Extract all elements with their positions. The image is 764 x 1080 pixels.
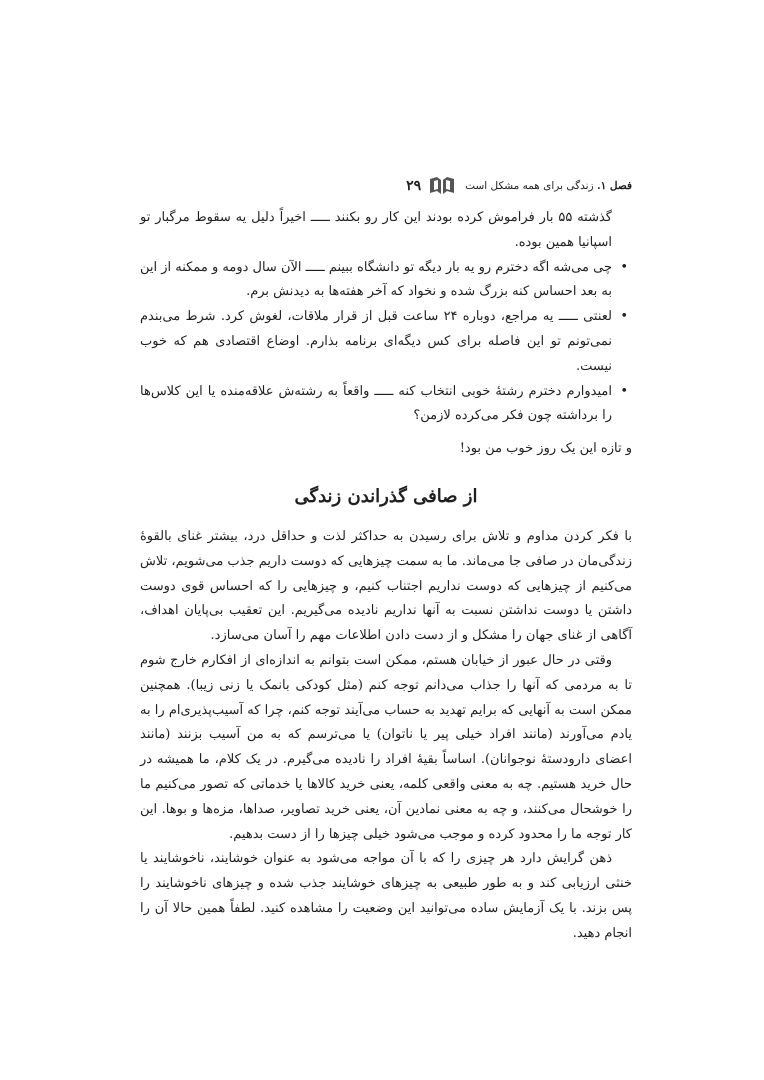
chapter-label: فصل ۱.	[596, 180, 632, 192]
closing-line: و تازه این یک روز خوب من بود!	[459, 441, 632, 457]
list-item: • چی می‌شه اگه دخترم رو یه بار دیگه تو دانشگاه ببینم ـــــ الآن سال دومه و ممکنه از این به بعد احساس کنه بزرگ شده و نخواد که آخر هفته‌ها به دیدنش برم.	[140, 256, 612, 306]
list-item: • لعنتی ـــــ یه مراجع، دوباره ۲۴ ساعت قبل از قرار ملاقات، لغوش کرد. شرط می‌بندم نمی‌تونم تو این فاصله برای کس دیگه‌ای برنامه بذارم. اوضاع اقتصادی هم که خوب نیست.	[140, 305, 612, 379]
intro-continuation: گذشته ۵۵ بار فراموش کرده بودند این کار رو بکنند ـــــ اخیراً دلیل یه سقوط مرگبار تو اسپانیا همین بوده.	[140, 210, 612, 250]
section-heading: از صافی گذراندن زندگی	[294, 485, 478, 507]
body-paragraph: با فکر کردن مداوم و تلاش برای رسیدن به حداکثر لذت و حداقل درد، بیشتر غنای بالقوهٔ زندگی‌مان در صافی جا می‌ماند. ما به سمت چیزهایی که دوست داریم جذب می‌شویم، تلاش می‌کنیم از چیزهایی که دوست نداریم اجتناب کنیم، و چیزهایی را که احساس قوی دوست داشتن یا دوست نداشتن نسبت به آنها نداریم نادیده می‌گیریم. این تعقیب بی‌پایان اهداف، آگاهی از غنای جهان را مشکل و از دست دادن اطلاعات مهم را آسان می‌سازد.	[140, 528, 632, 644]
page-body	[140, 206, 632, 947]
chapter-title: زندگی برای همه مشکل است	[465, 180, 594, 192]
page-number: ۲۹	[406, 178, 422, 194]
book-logo-icon	[429, 176, 455, 196]
body-paragraph: وقتی در حال عبور از خیابان هستم، ممکن است بتوانم به اندازه‌ای از افکارم خارج شوم تا به مردمی که آنها را جذاب می‌دانم توجه کنم (مثل کودکی بانمک یا زنی زیبا). همچنین ممکن است به آنهایی که برایم تهدید به حساب می‌آیند توجه کنم، چرا که آسیب‌پذیری‌ام را به یادم می‌آورند (مانند افراد خیلی پیر یا ناتوان) یا می‌ترسم که به من آسیب بزنند (مانند اعضای دارودستهٔ نوجوانان). اساساً بقیهٔ افراد را نادیده می‌گیرم. در یک کلام، ما همیشه در حال خرید هستیم. چه به معنی واقعی کلمه، یعنی خرید کالاها یا خدماتی که تصور می‌کنیم ما را خوشحال می‌کنند، و چه به معنی نمادین آن، یعنی خرید تصاویر، صداها، مزه‌ها و بوها. این کار توجه ما را محدود کرده و موجب می‌شود خیلی چیزها را از دست بدهیم.	[140, 652, 632, 842]
list-item: • امیدوارم دخترم رشتهٔ خوبی انتخاب کنه ـــــ واقعاً به رشته‌ش علاقه‌منده یا این کلاس‌ها را برداشته چون فکر می‌کرده لازمن؟	[140, 380, 612, 430]
body-paragraph: ذهن گرایش دارد هر چیزی را که با آن مواجه می‌شود به عنوان خوشایند، ناخوشایند یا خنثی ارزیابی کند و به طور طبیعی به چیزهای خوشایند جذب شده و چیزهای ناخوشایند را پس بزند. با یک آزمایش ساده می‌توانید این وضعیت را مشاهده کنید. لطفاً همین حالا آن را انجام دهید.	[140, 851, 632, 941]
running-header	[140, 175, 632, 197]
worry-list	[140, 256, 632, 430]
chapter-header	[465, 180, 632, 192]
